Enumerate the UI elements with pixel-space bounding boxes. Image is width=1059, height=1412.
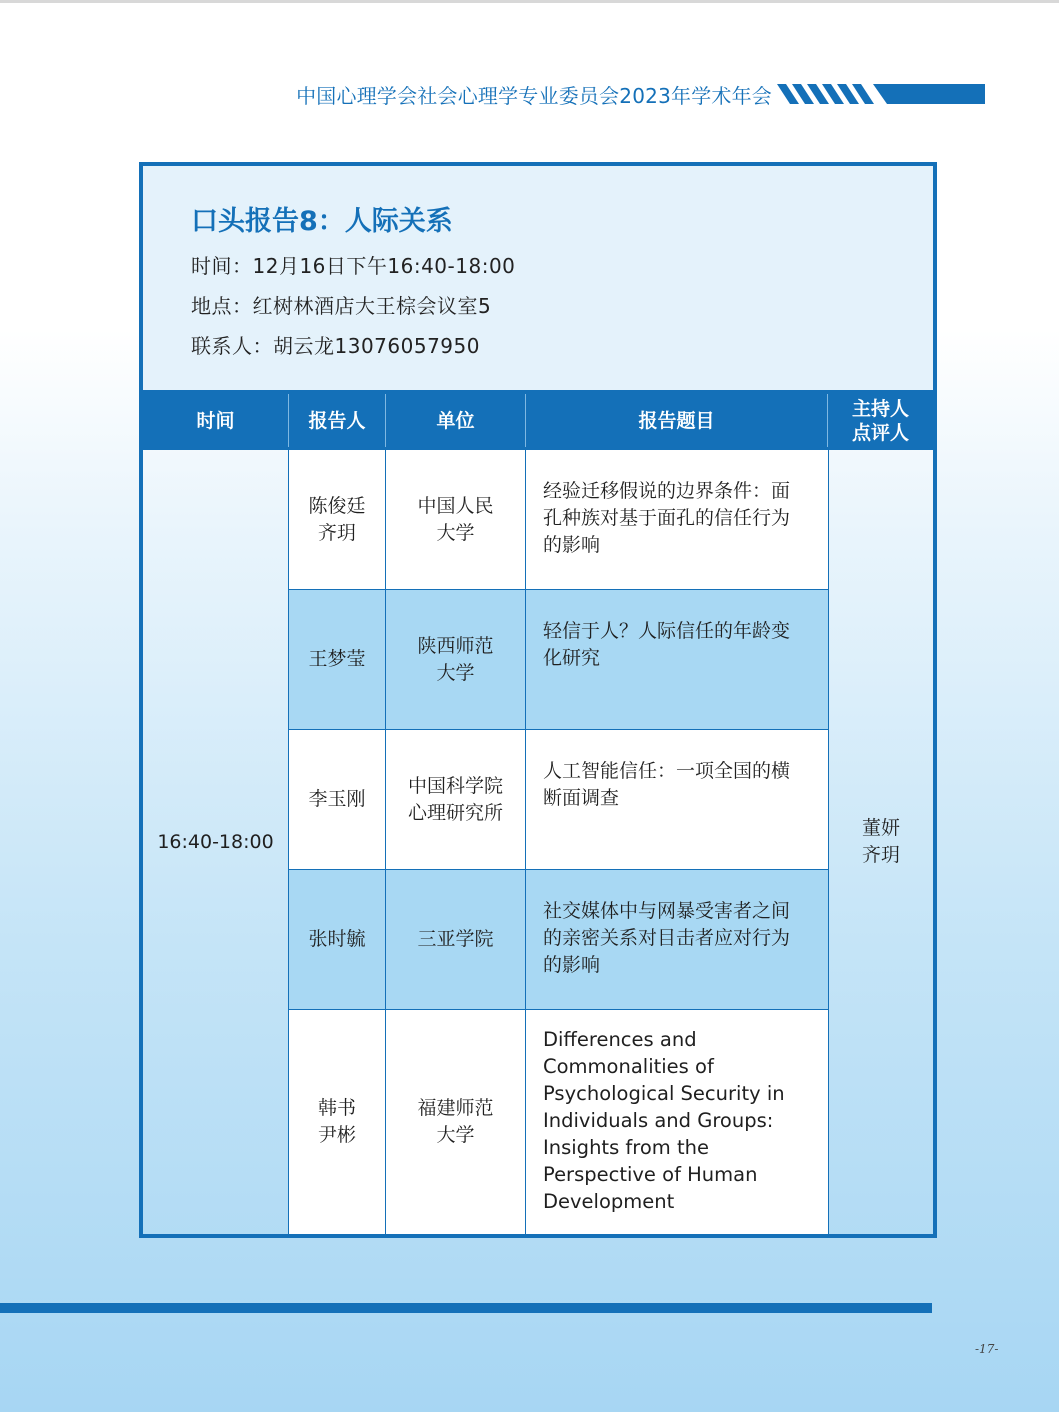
topic-line: 轻信于人？人际信任的年龄变 bbox=[543, 620, 791, 642]
unit-line: 大学 bbox=[436, 661, 475, 684]
unit-line: 大学 bbox=[436, 1124, 475, 1146]
header-unit: 单位 bbox=[386, 394, 526, 447]
unit-line: 心理研究所 bbox=[407, 801, 503, 824]
topic-line: Development bbox=[543, 1190, 675, 1213]
unit-cell bbox=[386, 450, 526, 589]
page-number: -17- bbox=[975, 1342, 999, 1356]
session-title: 口头报告8：人际关系 bbox=[191, 206, 453, 237]
header-stripe-decoration bbox=[777, 84, 985, 104]
unit-line: 中国科学院 bbox=[407, 774, 503, 797]
topic-line: Individuals and Groups: bbox=[543, 1109, 774, 1132]
topic-line: Psychological Security in bbox=[543, 1082, 785, 1105]
topic-line: Insights from the bbox=[543, 1136, 710, 1159]
bottom-bar bbox=[0, 1303, 932, 1313]
speaker-cell bbox=[289, 450, 386, 589]
topic-cell bbox=[526, 870, 828, 1009]
host-name: 齐玥 bbox=[861, 844, 900, 866]
topic-line: 的亲密关系对目击者应对行为 bbox=[543, 927, 791, 949]
topic-line: 的影响 bbox=[543, 534, 601, 556]
table-row bbox=[289, 450, 828, 590]
speaker-cell bbox=[289, 730, 386, 869]
table-row bbox=[289, 590, 828, 730]
time-slot-cell: 16:40-18:00 bbox=[143, 450, 289, 1234]
table-header bbox=[143, 394, 933, 450]
speaker-name: 尹彬 bbox=[317, 1124, 356, 1146]
header-speaker: 报告人 bbox=[289, 394, 386, 447]
topic-line: 社交媒体中与网暴受害者之间 bbox=[543, 900, 791, 922]
top-border-line bbox=[0, 0, 1059, 3]
speaker-cell bbox=[289, 590, 386, 729]
session-place: 地点：红树林酒店大王棕会议室5 bbox=[191, 294, 492, 318]
topic-line: Differences and bbox=[543, 1028, 697, 1051]
session-contact: 联系人：胡云龙13076057950 bbox=[191, 334, 480, 358]
topic-cell bbox=[526, 450, 828, 589]
topic-line: Perspective of Human bbox=[543, 1163, 758, 1186]
unit-line: 中国人民 bbox=[417, 494, 494, 517]
speaker-name: 李玉刚 bbox=[308, 788, 366, 810]
unit-line: 福建师范 bbox=[417, 1097, 494, 1119]
session-panel bbox=[139, 162, 937, 1238]
speaker-cell bbox=[289, 1010, 386, 1234]
unit-cell bbox=[386, 1010, 526, 1234]
unit-cell bbox=[386, 730, 526, 869]
speaker-name: 齐玥 bbox=[317, 521, 356, 544]
topic-cell bbox=[526, 1010, 828, 1234]
unit-line: 三亚学院 bbox=[417, 928, 494, 950]
speaker-name: 王梦莹 bbox=[308, 648, 366, 670]
host-cell bbox=[828, 450, 933, 1234]
topic-line: 断面调查 bbox=[543, 787, 620, 809]
host-name: 董妍 bbox=[861, 817, 900, 839]
table-row bbox=[289, 1010, 828, 1234]
table-row bbox=[289, 870, 828, 1010]
topic-line: 人工智能信任：一项全国的横 bbox=[543, 760, 791, 782]
header-time: 时间 bbox=[143, 394, 289, 447]
speaker-name: 韩书 bbox=[317, 1097, 356, 1119]
table-body bbox=[143, 450, 933, 1234]
header-host bbox=[828, 394, 933, 447]
topic-cell bbox=[526, 730, 828, 869]
unit-line: 大学 bbox=[436, 521, 475, 544]
header-topic: 报告题目 bbox=[526, 394, 828, 447]
topic-line: 孔种族对基于面孔的信任行为 bbox=[543, 507, 791, 529]
header-host-line1: 主持人 bbox=[851, 397, 909, 420]
topic-line: 经验迁移假说的边界条件：面 bbox=[543, 480, 791, 502]
speaker-name: 陈俊廷 bbox=[308, 494, 366, 517]
speaker-cell bbox=[289, 870, 386, 1009]
topic-line: 化研究 bbox=[543, 647, 601, 669]
session-info bbox=[143, 166, 933, 394]
unit-line: 陕西师范 bbox=[417, 634, 494, 657]
speaker-name: 张时毓 bbox=[308, 928, 366, 950]
conference-title: 中国心理学会社会心理学专业委员会2023年学术年会 bbox=[296, 84, 772, 108]
topic-line: Commonalities of bbox=[543, 1055, 714, 1078]
topic-line: 的影响 bbox=[543, 954, 601, 976]
unit-cell bbox=[386, 590, 526, 729]
table-row bbox=[289, 730, 828, 870]
unit-cell bbox=[386, 870, 526, 1009]
header-host-line2: 点评人 bbox=[851, 421, 909, 444]
topic-cell bbox=[526, 590, 828, 729]
session-time: 时间：12月16日下午16:40-18:00 bbox=[191, 254, 516, 278]
